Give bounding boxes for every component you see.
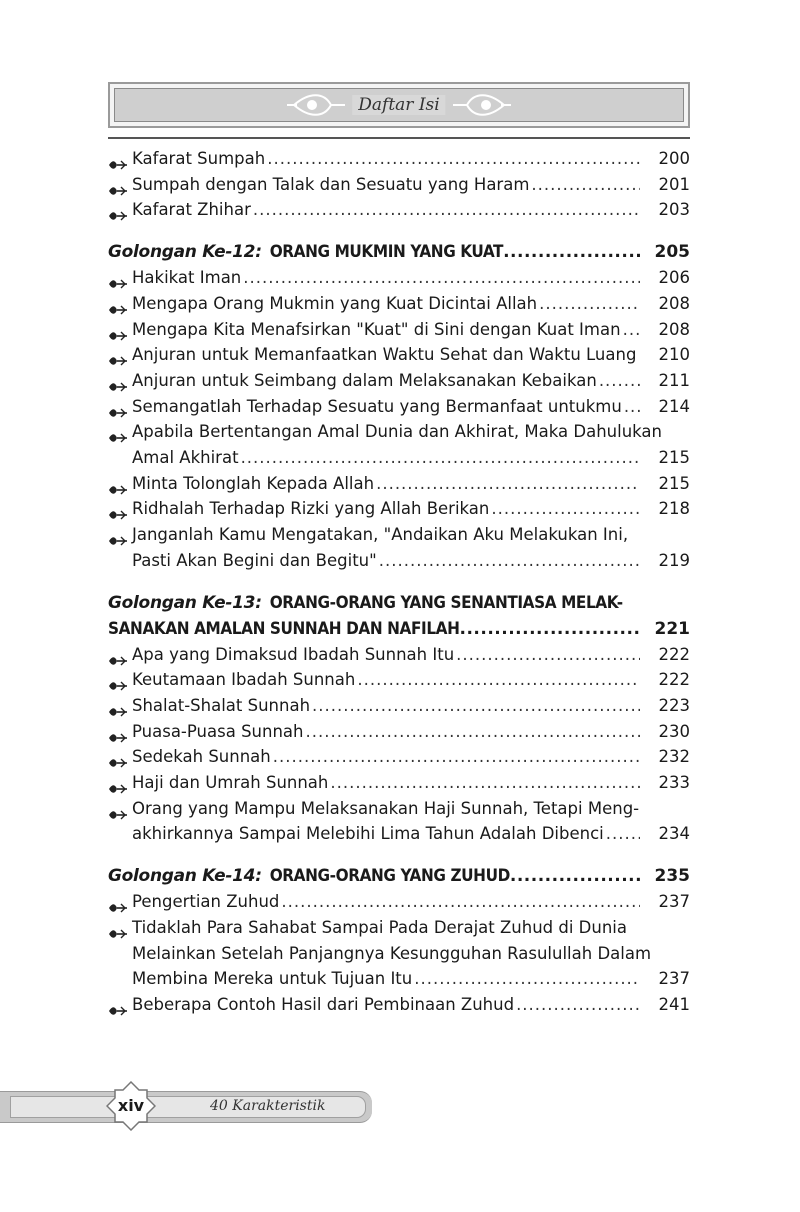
entry-page-number: 232 xyxy=(658,747,690,767)
dot-leader xyxy=(623,317,640,343)
entry-page-number: 210 xyxy=(658,345,690,365)
toc-entry[interactable] xyxy=(108,265,690,291)
toc-entry[interactable] xyxy=(108,471,690,497)
entry-title: Puasa-Puasa Sunnah xyxy=(132,721,304,741)
entry-title: Tidaklah Para Sahabat Sampai Pada Derajat Zuhud di Dunia xyxy=(132,917,627,937)
toc-entry[interactable] xyxy=(108,172,690,198)
fleuron-bullet-icon xyxy=(108,401,128,413)
toc-entry[interactable] xyxy=(108,394,690,420)
toc-entry[interactable] xyxy=(108,368,690,394)
toc-entry[interactable] xyxy=(108,770,690,796)
fleuron-bullet-icon xyxy=(108,272,128,284)
entry-page-number: 223 xyxy=(658,695,690,715)
entry-title: Membina Mereka untuk Tujuan Itu xyxy=(132,969,413,989)
entry-title: Mengapa Orang Mukmin yang Kuat Dicintai Allah xyxy=(132,293,538,313)
entry-page-number: 203 xyxy=(658,200,690,220)
dot-leader xyxy=(460,616,640,642)
toc-entry[interactable] xyxy=(108,667,690,693)
entry-page-number: 215 xyxy=(658,448,690,468)
entry-page-number: 237 xyxy=(658,892,690,912)
dot-leader xyxy=(491,496,640,522)
entry-title: Ridhalah Terhadap Rizki yang Allah Berikan xyxy=(132,499,490,519)
fleuron-bullet-icon xyxy=(108,375,128,387)
toc-entry[interactable] xyxy=(108,317,690,343)
entry-title: Beberapa Contoh Hasil dari Pembinaan Zuhud xyxy=(132,994,515,1014)
chapter-title: ORANG MUKMIN YANG KUAT xyxy=(269,242,504,263)
fleuron-bullet-icon xyxy=(108,298,128,310)
header-band xyxy=(114,88,684,122)
entry-title: Mengapa Kita Menafsirkan "Kuat" di Sini dengan Kuat Iman xyxy=(132,319,621,339)
entry-title: Sumpah dengan Talak dan Sesuatu yang Haram xyxy=(132,174,530,194)
dot-leader xyxy=(267,146,640,172)
fleuron-bullet-icon xyxy=(108,700,128,712)
entry-page-number: 234 xyxy=(658,824,690,844)
entry-page-number: 219 xyxy=(658,550,690,570)
fleuron-bullet-icon xyxy=(108,204,128,216)
dot-leader xyxy=(624,394,640,420)
table-of-contents xyxy=(108,146,690,1018)
dot-leader xyxy=(510,863,640,889)
dot-leader xyxy=(312,693,640,719)
header-divider xyxy=(108,137,690,139)
toc-entry[interactable] xyxy=(108,796,690,847)
fleuron-bullet-icon xyxy=(108,726,128,738)
toc-entry[interactable] xyxy=(108,419,690,470)
fleuron-bullet-icon xyxy=(108,179,128,191)
entry-page-number: 206 xyxy=(658,268,690,288)
toc-entry[interactable] xyxy=(108,342,690,368)
dot-leader xyxy=(638,342,640,368)
book-title: 40 Karakteristik xyxy=(210,1098,326,1114)
dot-leader xyxy=(330,770,640,796)
entry-page-number: 208 xyxy=(658,293,690,313)
chapter-title: ORANG-ORANG YANG SENANTIASA MELAK- xyxy=(269,592,623,613)
entry-title: Apabila Bertentangan Amal Dunia dan Akhirat, Maka Dahulukan xyxy=(132,422,662,442)
toc-entry[interactable] xyxy=(108,522,690,573)
entry-page-number: 211 xyxy=(658,370,690,390)
dot-leader xyxy=(539,291,640,317)
dot-leader xyxy=(273,744,640,770)
entry-title: Haji dan Umrah Sunnah xyxy=(132,773,329,793)
entry-page-number: 200 xyxy=(658,149,690,168)
dot-leader xyxy=(531,172,640,198)
chapter-page-number: 205 xyxy=(654,242,690,263)
toc-entry[interactable] xyxy=(108,197,690,223)
entry-title: Janganlah Kamu Mengatakan, "Andaikan Aku Melakukan Ini, xyxy=(132,525,629,545)
header-title: Daftar Isi xyxy=(352,95,445,115)
dot-leader xyxy=(306,719,641,745)
entry-title: akhirkannya Sampai Melebihi Lima Tahun Adalah Dibenci xyxy=(132,824,604,844)
entry-page-number: 222 xyxy=(658,670,690,690)
entry-title: Hakikat Iman xyxy=(132,268,242,288)
chapter-heading[interactable] xyxy=(108,590,690,642)
dot-leader xyxy=(253,197,640,223)
toc-entry[interactable] xyxy=(108,719,690,745)
toc-entry[interactable] xyxy=(108,915,690,992)
entry-title: Keutamaan Ibadah Sunnah xyxy=(132,670,356,690)
entry-title: Pasti Akan Begini dan Begitu" xyxy=(132,550,377,570)
entry-title: Shalat-Shalat Sunnah xyxy=(132,695,311,715)
toc-entry[interactable] xyxy=(108,744,690,770)
entry-title: Pengertian Zuhud xyxy=(132,892,280,912)
fleuron-bullet-icon xyxy=(108,674,128,686)
chapter-title: SANAKAN AMALAN SUNNAH DAN NAFILAH xyxy=(108,618,460,639)
fleuron-bullet-icon xyxy=(108,751,128,763)
chapter-label: Golongan Ke-13: xyxy=(108,592,262,613)
entry-title: Kafarat Zhihar xyxy=(132,200,251,220)
entry-page-number: 230 xyxy=(658,721,690,741)
toc-entry[interactable] xyxy=(108,291,690,317)
fleuron-bullet-icon xyxy=(108,529,128,541)
dot-leader xyxy=(606,821,640,847)
fleuron-bullet-icon xyxy=(108,922,128,934)
entry-page-number: 241 xyxy=(658,994,690,1014)
dot-leader xyxy=(281,889,640,915)
dot-leader xyxy=(379,548,640,574)
toc-entry[interactable] xyxy=(108,889,690,915)
dot-leader xyxy=(376,471,640,497)
fleuron-bullet-icon xyxy=(108,777,128,789)
entry-title: Anjuran untuk Memanfaatkan Waktu Sehat dan Waktu Luang xyxy=(132,345,637,365)
entry-page-number: 214 xyxy=(658,396,690,416)
dot-leader xyxy=(357,667,640,693)
fleuron-bullet-icon xyxy=(108,153,128,165)
dot-leader xyxy=(241,445,640,471)
fleuron-bullet-icon xyxy=(108,803,128,815)
chapter-heading[interactable] xyxy=(108,863,690,889)
toc-entry[interactable] xyxy=(108,693,690,719)
dot-leader xyxy=(414,966,640,992)
fleuron-bullet-icon xyxy=(108,999,128,1011)
fleuron-bullet-icon xyxy=(108,349,128,361)
entry-page-number: 215 xyxy=(658,473,690,493)
entry-page-number: 208 xyxy=(658,319,690,339)
toc-entry[interactable] xyxy=(108,992,690,1018)
fleuron-bullet-icon xyxy=(108,896,128,908)
entry-title: Kafarat Sumpah xyxy=(132,149,266,168)
entry-title: Minta Tolonglah Kepada Allah xyxy=(132,473,375,493)
entry-title: Melainkan Setelah Panjangnya Kesungguhan Rasulullah Dalam xyxy=(132,943,652,963)
toc-entry[interactable] xyxy=(108,642,690,668)
entry-title: Amal Akhirat xyxy=(132,448,239,468)
entry-title: Semangatlah Terhadap Sesuatu yang Bermanfaat untukmu xyxy=(132,396,622,416)
running-header xyxy=(108,82,690,128)
fleuron-bullet-icon xyxy=(108,426,128,438)
toc-entry[interactable] xyxy=(108,146,690,172)
entry-page-number: 233 xyxy=(658,773,690,793)
entry-page-number: 222 xyxy=(658,644,690,664)
entry-page-number: 218 xyxy=(658,499,690,519)
fleuron-bullet-icon xyxy=(108,503,128,515)
chapter-page-number: 221 xyxy=(654,618,690,639)
chapter-label: Golongan Ke-14: xyxy=(108,866,262,887)
dot-leader xyxy=(503,239,640,265)
entry-page-number: 237 xyxy=(658,969,690,989)
chapter-title: ORANG-ORANG YANG ZUHUD xyxy=(269,866,510,887)
entry-page-number: 201 xyxy=(658,174,690,194)
fleuron-bullet-icon xyxy=(108,649,128,661)
dot-leader xyxy=(516,992,640,1018)
dot-leader xyxy=(456,642,640,668)
entry-title: Anjuran untuk Seimbang dalam Melaksanakan Kebaikan xyxy=(132,370,597,390)
entry-title: Sedekah Sunnah xyxy=(132,747,271,767)
fleuron-bullet-icon xyxy=(108,478,128,490)
fleuron-bullet-icon xyxy=(108,324,128,336)
toc-entry[interactable] xyxy=(108,496,690,522)
entry-title: Orang yang Mampu Melaksanakan Haji Sunnah, Tetapi Meng- xyxy=(132,798,640,818)
chapter-label: Golongan Ke-12: xyxy=(108,242,262,263)
entry-title: Apa yang Dimaksud Ibadah Sunnah Itu xyxy=(132,644,455,664)
dot-leader xyxy=(599,368,640,394)
chapter-heading[interactable] xyxy=(108,239,690,265)
page-number: xiv xyxy=(117,1096,145,1115)
chapter-page-number: 235 xyxy=(654,866,690,887)
dot-leader xyxy=(243,265,640,291)
